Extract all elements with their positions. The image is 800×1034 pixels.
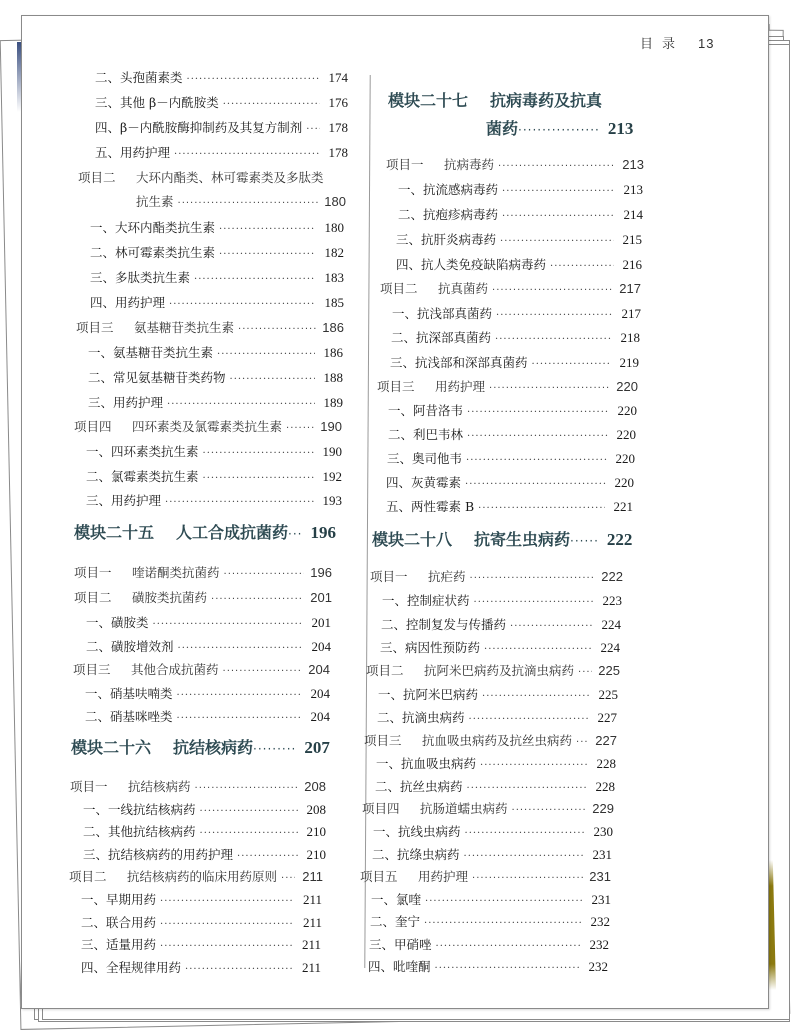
item-label: 一、氯喹	[371, 892, 422, 907]
leader-dots	[496, 310, 613, 321]
leader-dots	[237, 851, 298, 862]
page-number: 217	[621, 306, 641, 321]
item-label: 一、抗血吸虫病药	[376, 756, 477, 771]
item-label: 五、两性霉素 B	[386, 499, 475, 514]
item-label: 一、抗阿米巴病药	[378, 687, 479, 702]
item-label: 三、其他 β－内酰胺类	[95, 95, 219, 110]
page-number: 231	[592, 847, 612, 862]
leader-dots	[532, 359, 611, 370]
toc-subitem[interactable]	[83, 800, 326, 818]
item-label: 二、抗深部真菌药	[391, 330, 492, 345]
toc-subitem[interactable]	[390, 353, 639, 371]
leader-dots	[465, 479, 606, 490]
item-label: 抗血吸虫病药及抗丝虫病药	[422, 733, 573, 748]
item-label: 一、一线抗结核病药	[83, 802, 196, 817]
item-label: 二、常见氨基糖苷类药物	[88, 370, 226, 385]
module-heading-25[interactable]: 模块二十五 人工合成抗菌药 ··· 196	[74, 523, 336, 542]
leader-dots	[203, 448, 314, 459]
toc-subitem[interactable]	[368, 957, 608, 975]
leader-dots	[187, 74, 320, 85]
page-number: 211	[301, 937, 321, 952]
leader-dots	[436, 941, 581, 952]
leader-dots	[510, 621, 593, 632]
leader-dots	[498, 161, 616, 172]
item-label: 抗生素	[136, 194, 174, 209]
page-number: 225	[598, 663, 620, 678]
item-label: 二、联合用药	[81, 915, 157, 930]
toc-item[interactable]	[70, 777, 326, 795]
item-prefix: 项目二	[366, 663, 404, 678]
item-label: 二、氯霉素类抗生素	[86, 469, 199, 484]
leader-dots	[281, 873, 295, 884]
leader-dots	[160, 941, 293, 952]
header-title: 目	[640, 37, 655, 52]
item-prefix: 项目二	[74, 590, 112, 605]
item-label: 一、氨基糖苷类抗生素	[88, 345, 214, 360]
page-number: 213	[622, 157, 644, 172]
item-label: 二、头孢菌素类	[95, 70, 183, 85]
leader-dots	[219, 224, 316, 235]
item-label: 二、抗滴虫病药	[377, 710, 465, 725]
page-number: 188	[323, 370, 343, 385]
leader-dots	[435, 963, 580, 974]
page-number: 232	[590, 914, 610, 929]
page-number: 186	[322, 320, 344, 335]
item-label: 三、抗结核病药的用药护理	[83, 847, 234, 862]
page-number: 178	[328, 120, 348, 135]
page-number: 228	[596, 756, 616, 771]
page-number: 210	[306, 847, 326, 862]
toc-item[interactable]	[377, 377, 638, 395]
leader-dots	[464, 851, 584, 862]
toc-subitem[interactable]	[86, 637, 331, 655]
toc-item[interactable]	[73, 660, 330, 678]
page-number: 180	[324, 194, 346, 209]
toc-subitem[interactable]	[81, 958, 321, 976]
item-label: 二、林可霉素类抗生素	[90, 245, 216, 260]
leader-dots	[160, 919, 294, 930]
page-number: 186	[323, 345, 343, 360]
page-number: 208	[304, 779, 326, 794]
leader-dots	[169, 299, 316, 310]
item-label: 磺胺类抗菌药	[132, 590, 208, 605]
item-label: 四、全程规律用药	[81, 960, 182, 975]
leader-dots	[178, 198, 318, 209]
item-prefix: 项目一	[70, 779, 108, 794]
page-number: 207	[304, 738, 330, 757]
page-number: 174	[328, 70, 348, 85]
module-heading-28[interactable]: 模块二十八 抗寄生虫病药 ······ 222	[372, 530, 633, 549]
module-heading-27[interactable]: 模块二十七 抗病毒药及抗真	[388, 91, 603, 110]
page-number: 221	[613, 499, 633, 514]
leader-dots	[472, 873, 583, 884]
leader-dots	[478, 503, 605, 514]
item-label: 三、病因性预防药	[380, 640, 481, 655]
leader-dots	[286, 423, 314, 434]
page-number: 190	[322, 444, 342, 459]
page-number: 185	[324, 295, 344, 310]
item-prefix: 项目二	[380, 281, 418, 296]
item-label: 一、阿昔洛韦	[388, 403, 464, 418]
page-number: 182	[324, 245, 344, 260]
page-number: 176	[328, 95, 348, 110]
toc-item[interactable]	[380, 279, 641, 297]
leader-dots	[578, 667, 592, 678]
toc-subitem[interactable]	[370, 912, 610, 930]
toc-subitem[interactable]	[86, 613, 331, 631]
leader-dots	[489, 383, 610, 394]
item-label: 四、用药护理	[90, 295, 166, 310]
toc-item[interactable]	[74, 588, 332, 606]
item-label: 抗结核病药的临床用药原则	[127, 869, 278, 884]
toc-item[interactable]	[78, 168, 324, 186]
item-label: 一、大环内酯类抗生素	[90, 220, 216, 235]
page-number: 224	[601, 617, 621, 632]
item-label: 四、抗人类免疫缺陷病毒药	[396, 257, 547, 272]
leader-dots	[203, 473, 314, 484]
page-number: 213	[623, 182, 643, 197]
toc-subitem[interactable]	[388, 425, 636, 443]
toc-subitem[interactable]	[81, 913, 322, 931]
item-prefix: 项目四	[362, 801, 400, 816]
leader-dots	[484, 644, 592, 655]
item-label: 三、适量用药	[81, 937, 157, 952]
toc-subitem[interactable]	[376, 754, 616, 772]
leader-dots	[482, 691, 590, 702]
leader-dots	[467, 431, 608, 442]
leader-dots	[425, 896, 583, 907]
page-number: 210	[306, 824, 326, 839]
page-number: 196	[310, 565, 332, 580]
item-label: 一、控制症状药	[382, 593, 470, 608]
item-label: 抗结核病药	[128, 779, 191, 794]
page-number: 211	[302, 915, 322, 930]
leader-dots	[223, 99, 320, 110]
leader-dots	[495, 334, 612, 345]
item-label: 二、硝基咪唑类	[85, 709, 173, 724]
page-number: 220	[616, 379, 638, 394]
toc-subitem[interactable]	[85, 707, 330, 725]
leader-dots	[466, 455, 607, 466]
item-prefix: 项目一	[370, 569, 408, 584]
toc-subitem[interactable]	[380, 638, 620, 656]
leader-dots	[467, 407, 609, 418]
toc-subitem[interactable]	[86, 491, 342, 509]
item-prefix: 项目二	[78, 170, 116, 185]
page-number: 232	[589, 937, 609, 952]
toc-subitem[interactable]	[90, 218, 344, 236]
toc-subitem[interactable]	[398, 180, 643, 198]
toc-subitem[interactable]	[95, 68, 348, 86]
item-prefix: 项目三	[377, 379, 415, 394]
page-number: 220	[617, 403, 637, 418]
toc-item[interactable]	[366, 661, 620, 679]
item-label: 一、硝基呋喃类	[85, 686, 173, 701]
page-number: 218	[620, 330, 640, 345]
page-number: 208	[306, 802, 326, 817]
leader-dots	[230, 374, 315, 385]
leader-dots	[185, 964, 293, 975]
page-number: 211	[301, 960, 321, 975]
toc-item-cont[interactable]	[136, 192, 346, 210]
item-label: 抗肠道蠕虫病药	[420, 801, 508, 816]
item-label: 二、利巴韦林	[388, 427, 464, 442]
page-number: 232	[588, 959, 608, 974]
page-number: 180	[324, 220, 344, 235]
toc-item[interactable]	[74, 563, 332, 581]
toc-item[interactable]	[386, 155, 644, 173]
item-label: 五、用药护理	[95, 145, 171, 160]
page-number: 192	[322, 469, 342, 484]
page-number: 228	[595, 779, 615, 794]
item-prefix: 项目五	[360, 869, 398, 884]
item-label: 四环素类及氯霉素类抗生素	[132, 419, 283, 434]
toc-subitem[interactable]	[81, 890, 322, 908]
page-number: 220	[615, 451, 635, 466]
leader-dots	[470, 573, 595, 584]
leader-dots	[500, 236, 614, 247]
toc-subitem[interactable]	[372, 845, 612, 863]
leader-dots	[153, 619, 303, 630]
leader-dots	[195, 783, 298, 794]
leader-dots	[480, 760, 588, 771]
toc-item[interactable]	[370, 567, 623, 585]
item-label: 四、吡喹酮	[368, 959, 431, 974]
toc-subitem[interactable]	[392, 304, 641, 322]
item-label: 三、抗肝炎病毒药	[396, 232, 497, 247]
toc-subitem[interactable]	[375, 777, 615, 795]
page-number: 225	[598, 687, 618, 702]
page-number: 214	[623, 207, 643, 222]
item-label: 一、抗线虫病药	[373, 824, 461, 839]
item-label: 二、抗疱疹病毒药	[398, 207, 499, 222]
item-label: 二、控制复发与传播药	[381, 617, 507, 632]
item-label: 氨基糖苷类抗生素	[134, 320, 235, 335]
item-label: 其他合成抗菌药	[131, 662, 219, 677]
leader-dots	[238, 324, 316, 335]
page-number: 183	[324, 270, 344, 285]
toc-subitem[interactable]	[88, 368, 343, 386]
page-number: 220	[614, 475, 634, 490]
page-number: 229	[592, 801, 614, 816]
item-prefix: 项目三	[76, 320, 114, 335]
item-label: 一、抗流感病毒药	[398, 182, 499, 197]
toc-subitem[interactable]	[81, 935, 321, 953]
page-number: 193	[322, 493, 342, 508]
page-number: 230	[593, 824, 613, 839]
item-label: 二、抗绦虫病药	[372, 847, 460, 862]
page-number: 216	[622, 257, 642, 272]
leader-dots	[492, 285, 613, 296]
leader-dots	[177, 713, 302, 724]
page-number: 204	[310, 709, 330, 724]
toc-subitem[interactable]	[83, 845, 326, 863]
leader-dots	[576, 737, 589, 748]
leader-dots	[178, 643, 303, 654]
item-label: 二、奎宁	[370, 914, 421, 929]
toc-subitem[interactable]	[369, 935, 609, 953]
toc-subitem[interactable]	[90, 243, 344, 261]
toc-subitem[interactable]	[386, 473, 634, 491]
leader-dots	[194, 274, 316, 285]
page-number: 189	[323, 395, 343, 410]
toc-subitem[interactable]	[83, 822, 326, 840]
toc-item[interactable]	[362, 799, 614, 817]
leader-dots	[177, 690, 302, 701]
toc-subitem[interactable]	[86, 442, 342, 460]
page-number: 223	[602, 593, 622, 608]
leader-dots	[424, 918, 582, 929]
item-label: 一、四环素类抗生素	[86, 444, 199, 459]
page-number: 220	[616, 427, 636, 442]
page-number: 227	[595, 733, 617, 748]
toc-subitem[interactable]	[90, 268, 344, 286]
item-label: 用药护理	[418, 869, 469, 884]
leader-dots	[474, 597, 594, 608]
leader-dots	[219, 249, 316, 260]
page-number: 13	[698, 36, 715, 51]
leader-dots	[160, 896, 294, 907]
item-label: 三、多肽类抗生素	[90, 270, 191, 285]
page-number: 224	[600, 640, 620, 655]
page-number: 227	[597, 710, 617, 725]
page-number: 231	[589, 869, 611, 884]
toc-subitem[interactable]	[382, 591, 622, 609]
item-label: 三、用药护理	[86, 493, 162, 508]
toc-subitem[interactable]	[386, 497, 633, 515]
leader-dots	[469, 714, 589, 725]
item-label: 一、磺胺类	[86, 615, 149, 630]
leader-dots	[306, 124, 320, 135]
toc-subitem[interactable]	[396, 255, 642, 273]
item-label: 二、其他抗结核病药	[83, 824, 196, 839]
toc-subitem[interactable]	[95, 118, 348, 136]
toc-subitem[interactable]	[396, 230, 642, 248]
page-number: 215	[622, 232, 642, 247]
leader-dots	[200, 828, 298, 839]
item-label: 三、抗浅部和深部真菌药	[390, 355, 528, 370]
leader-dots	[502, 186, 615, 197]
item-label: 三、甲硝唑	[369, 937, 432, 952]
page-number: 204	[310, 686, 330, 701]
leader-dots	[165, 497, 314, 508]
leader-dots	[224, 569, 304, 580]
toc-item[interactable]	[76, 318, 344, 336]
page-number: 204	[308, 662, 330, 677]
item-prefix: 项目四	[74, 419, 112, 434]
toc-item[interactable]	[360, 867, 611, 885]
page-number: 211	[302, 869, 323, 884]
page-number: 213	[607, 119, 634, 138]
item-label: 二、抗丝虫病药	[375, 779, 463, 794]
toc-subitem[interactable]	[88, 393, 343, 411]
item-label: 喹诺酮类抗菌药	[132, 565, 220, 580]
item-label: 三、用药护理	[88, 395, 164, 410]
page-number: 178	[328, 145, 348, 160]
item-label: 四、β－内酰胺酶抑制药及其复方制剂	[95, 120, 303, 135]
header-title: 录	[662, 37, 677, 52]
toc-item[interactable]	[69, 867, 323, 885]
page-number: 222	[606, 530, 633, 549]
page-number: 219	[619, 355, 639, 370]
page-number: 190	[320, 419, 342, 434]
item-label: 用药护理	[435, 379, 486, 394]
leader-dots	[217, 349, 315, 360]
item-prefix: 项目一	[74, 565, 112, 580]
leader-dots	[200, 806, 298, 817]
item-label: 抗真菌药	[438, 281, 489, 296]
item-label: 一、抗浅部真菌药	[392, 306, 493, 321]
toc-subitem[interactable]	[377, 708, 617, 726]
toc-subitem[interactable]	[90, 293, 344, 311]
toc-subitem[interactable]	[86, 467, 342, 485]
toc-subitem[interactable]	[391, 328, 640, 346]
toc-subitem[interactable]	[88, 343, 343, 361]
page-number: 204	[311, 639, 331, 654]
page-number: 201	[310, 590, 332, 605]
toc-subitem[interactable]	[381, 615, 621, 633]
leader-dots	[211, 594, 304, 605]
item-label: 四、灰黄霉素	[386, 475, 462, 490]
leader-dots	[167, 399, 315, 410]
leader-dots	[467, 783, 587, 794]
item-label: 抗阿米巴病药及抗滴虫病药	[424, 663, 575, 678]
toc-subitem[interactable]	[95, 93, 348, 111]
page-number: 231	[591, 892, 611, 907]
leader-dots	[223, 666, 302, 677]
toc-subitem[interactable]	[373, 822, 613, 840]
toc-subitem[interactable]	[388, 401, 637, 419]
item-label: 二、磺胺增效剂	[86, 639, 174, 654]
item-prefix: 项目三	[364, 733, 402, 748]
item-prefix: 项目一	[386, 157, 424, 172]
module-heading-26[interactable]: 模块二十六 抗结核病药 ········· 207	[71, 738, 330, 757]
toc-subitem[interactable]	[387, 449, 635, 467]
leader-dots	[512, 805, 586, 816]
leader-dots	[174, 149, 320, 160]
item-label: 抗疟药	[428, 569, 466, 584]
toc-subitem[interactable]	[371, 890, 611, 908]
item-prefix: 项目三	[73, 662, 111, 677]
toc-subitem[interactable]	[378, 685, 618, 703]
item-prefix: 项目二	[69, 869, 107, 884]
page-number: 196	[310, 523, 336, 542]
page-number: 201	[311, 615, 331, 630]
leader-dots	[502, 211, 615, 222]
running-header	[640, 33, 715, 52]
item-label: 三、奥司他韦	[387, 451, 463, 466]
leader-dots	[550, 261, 614, 272]
toc-item[interactable]	[74, 417, 342, 435]
leader-dots	[465, 828, 585, 839]
page-number: 222	[601, 569, 623, 584]
page-number: 211	[302, 892, 322, 907]
page-number: 217	[619, 281, 641, 296]
toc-subitem[interactable]	[95, 143, 348, 161]
toc-subitem[interactable]	[398, 205, 643, 223]
item-label: 大环内酯类、林可霉素类及多肽类	[136, 170, 324, 185]
item-label: 一、早期用药	[81, 892, 157, 907]
module-heading-27-cont[interactable]: 菌药 ················· 213	[486, 119, 634, 138]
item-label: 抗病毒药	[444, 157, 495, 172]
toc-item[interactable]	[364, 731, 617, 749]
toc-subitem[interactable]	[85, 684, 330, 702]
